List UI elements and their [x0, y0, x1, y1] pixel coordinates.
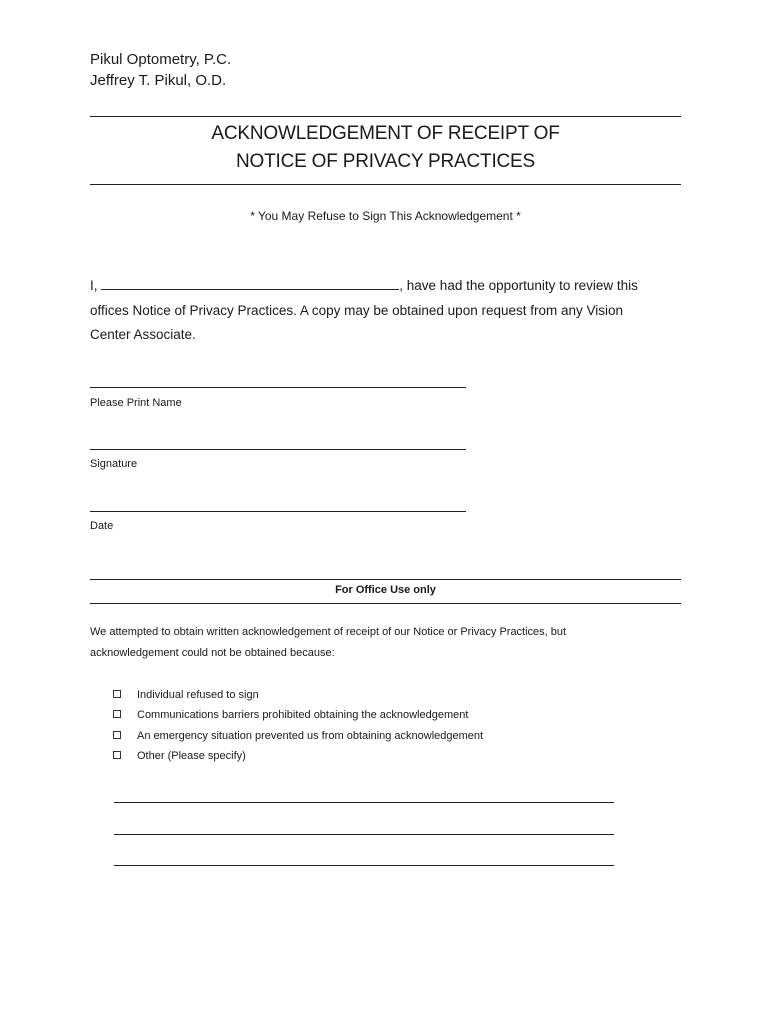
- office-use-top-rule: [90, 579, 681, 580]
- office-use-bottom-rule: [90, 603, 681, 604]
- form-title-line-2: NOTICE OF PRIVACY PRACTICES: [236, 151, 535, 172]
- statement-prefix: I,: [90, 278, 98, 293]
- name-blank[interactable]: [101, 275, 399, 290]
- option-other[interactable]: [113, 748, 246, 764]
- signature-line[interactable]: [90, 449, 466, 450]
- refuse-note: * You May Refuse to Sign This Acknowledgement *: [250, 209, 521, 223]
- date-label: Date: [90, 520, 114, 532]
- title-bottom-rule: [90, 184, 681, 185]
- other-specify-line-2[interactable]: [114, 834, 614, 835]
- option-communication-barriers[interactable]: [113, 707, 468, 723]
- option-refused[interactable]: [113, 687, 259, 703]
- doctor-name: Jeffrey T. Pikul, O.D.: [90, 72, 227, 89]
- checkbox-icon[interactable]: [113, 731, 121, 739]
- other-specify-line-3[interactable]: [114, 865, 614, 866]
- title-top-rule: [90, 116, 681, 117]
- statement-line-2: offices Notice of Privacy Practices. A copy may be obtained upon request from any Vision: [90, 302, 624, 318]
- option-label: Other (Please specify): [137, 750, 246, 762]
- print-name-label: Please Print Name: [90, 397, 182, 409]
- other-specify-line-1[interactable]: [114, 802, 614, 803]
- statement-line-3: Center Associate.: [90, 327, 196, 342]
- checkbox-icon[interactable]: [113, 690, 121, 698]
- form-title-line-1: ACKNOWLEDGEMENT OF RECEIPT OF: [211, 123, 560, 144]
- office-use-heading: For Office Use only: [335, 584, 436, 596]
- option-emergency[interactable]: [113, 728, 483, 744]
- office-use-intro-line-1: We attempted to obtain written acknowledgement of receipt of our Notice or Privacy Practices, but: [90, 626, 567, 638]
- office-use-intro: [90, 622, 690, 664]
- date-line[interactable]: [90, 511, 466, 512]
- signature-label: Signature: [90, 458, 138, 470]
- practice-name: Pikul Optometry, P.C.: [90, 51, 232, 68]
- checkbox-icon[interactable]: [113, 751, 121, 759]
- option-label: Communications barriers prohibited obtaining the acknowledgement: [137, 709, 469, 721]
- office-use-intro-line-2: acknowledgement could not be obtained because:: [90, 647, 335, 659]
- option-label: An emergency situation prevented us from obtaining acknowledgement: [137, 730, 484, 742]
- checkbox-icon[interactable]: [113, 710, 121, 718]
- print-name-line[interactable]: [90, 387, 466, 388]
- acknowledgement-statement: [90, 274, 690, 348]
- statement-suffix: , have had the opportunity to review this: [399, 278, 638, 293]
- option-label: Individual refused to sign: [137, 689, 259, 701]
